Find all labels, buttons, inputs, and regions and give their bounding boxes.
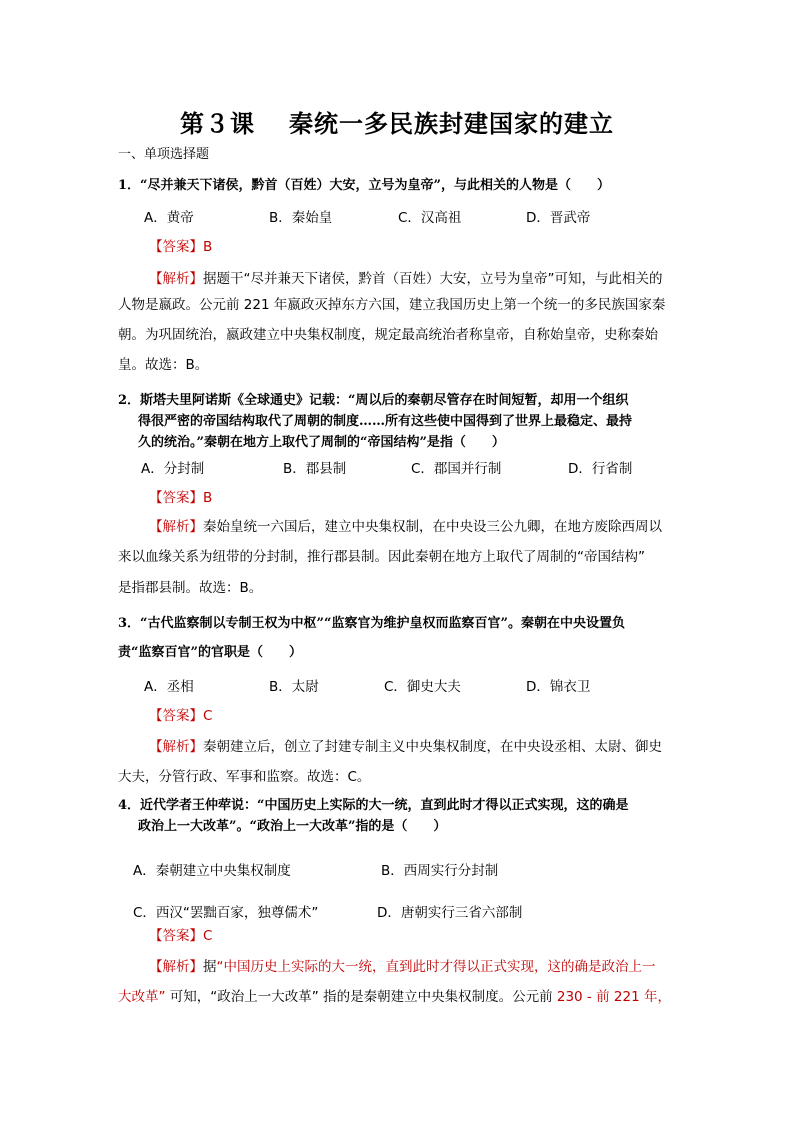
- q4-option-b: B．西周实行分封制: [381, 863, 499, 879]
- q1-option-b: B．秦始皇: [269, 210, 333, 226]
- q2-option-a: A．分封制: [141, 461, 205, 477]
- q1-explanation-line-2: 人物是嬴政。公元前 221 年嬴政灭掉东方六国，建立我国历史上第一个统一的多民族国家秦: [118, 297, 666, 313]
- q3-explanation: 【解析】秦朝建立后，创立了封建专制主义中央集权制度，在中央设丞相、太尉、御史: [149, 739, 662, 755]
- question-3-stem-line-1: 3．“古代监察制以专制王权为中枢”“监察官为维护皇权而监察百官”。秦朝在中央设置负: [118, 616, 625, 631]
- question-1-stem: 1．“尽并兼天下诸侯，黔首（百姓）大安，立号为皇帝”，与此相关的人物是（ ）: [118, 178, 611, 193]
- question-4-stem-line-2: 政治上一大改革”。“政治上一大改革”指的是（ ）: [138, 819, 447, 834]
- q3-option-b: B．太尉: [269, 679, 319, 695]
- lesson-name: 秦统一多民族封建国家的建立: [289, 109, 614, 138]
- section-heading: 一、单项选择题: [118, 147, 210, 162]
- q4-explanation: 【解析】据“中国历史上实际的大一统，直到此时才得以正式实现，这的确是政治上一: [149, 959, 656, 975]
- q2-explanation-line-2: 来以血缘关系为纽带的分封制，推行郡县制。因此秦朝在地方上取代了周制的“帝国结构”: [118, 549, 645, 565]
- q2-explanation-line-3: 是指郡县制。故选：B。: [118, 580, 263, 596]
- q2-answer: 【答案】B: [149, 490, 213, 506]
- q1-option-a: A．黄帝: [144, 210, 194, 226]
- question-4-stem-line-1: 4．近代学者王仲荦说：“中国历史上实际的大一统，直到此时才得以正式实现，这的确是: [118, 798, 629, 813]
- q1-explanation-line-3: 朝。为巩固统治，嬴政建立中央集权制度，规定最高统治者称皇帝，自称始皇帝，史称秦始: [118, 327, 658, 343]
- q2-explanation: 【解析】秦始皇统一六国后，建立中央集权制，在中央设三公九卿，在地方废除西周以: [149, 519, 662, 535]
- q4-option-c: C．西汉“罢黜百家，独尊儒术”: [133, 905, 319, 921]
- q3-explanation-line-2: 大夫，分管行政、军事和监察。故选：C。: [118, 769, 371, 785]
- q2-option-c: C．郡国并行制: [411, 461, 502, 477]
- q2-option-b: B．郡县制: [283, 461, 347, 477]
- q3-option-a: A．丞相: [144, 679, 194, 695]
- q1-explanation-line-4: 皇。故选：B。: [118, 357, 209, 373]
- page-title: [0, 104, 794, 139]
- q4-option-d: D．唐朝实行三省六部制: [377, 905, 523, 921]
- q4-answer: 【答案】C: [149, 928, 213, 944]
- lesson-number: 第３课: [180, 109, 255, 138]
- q1-explanation: 【解析】据题干“尽并兼天下诸侯，黔首（百姓）大安，立号为皇帝”可知，与此相关的: [149, 271, 663, 287]
- question-2-stem-line-3: 久的统治。”秦朝在地方上取代了周制的“帝国结构”是指（ ）: [138, 435, 505, 450]
- q1-option-c: C．汉高祖: [398, 210, 462, 226]
- q1-option-d: D．晋武帝: [526, 210, 591, 226]
- question-2-stem-line-2: 得很严密的帝国结构取代了周朝的制度……所有这些使中国得到了世界上最稳定、最持: [138, 414, 633, 429]
- q4-explanation-line-2: 大改革” 可知，“政治上一大改革” 指的是秦朝建立中央集权制度。公元前 230 - 前 221 年，: [118, 989, 671, 1005]
- q3-answer: 【答案】C: [149, 708, 213, 724]
- question-2-stem-line-1: 2．斯塔夫里阿诺斯《全球通史》记载：“周以后的秦朝尽管存在时间短暂，却用一个组织: [118, 393, 629, 408]
- q3-option-d: D．锦衣卫: [526, 679, 591, 695]
- q2-option-d: D．行省制: [568, 461, 633, 477]
- q4-option-a: A．秦朝建立中央集权制度: [133, 863, 291, 879]
- q3-option-c: C．御史大夫: [384, 679, 461, 695]
- q1-answer: 【答案】B: [149, 239, 213, 255]
- question-3-stem-line-2: 责“监察百官”的官职是（ ）: [118, 645, 302, 660]
